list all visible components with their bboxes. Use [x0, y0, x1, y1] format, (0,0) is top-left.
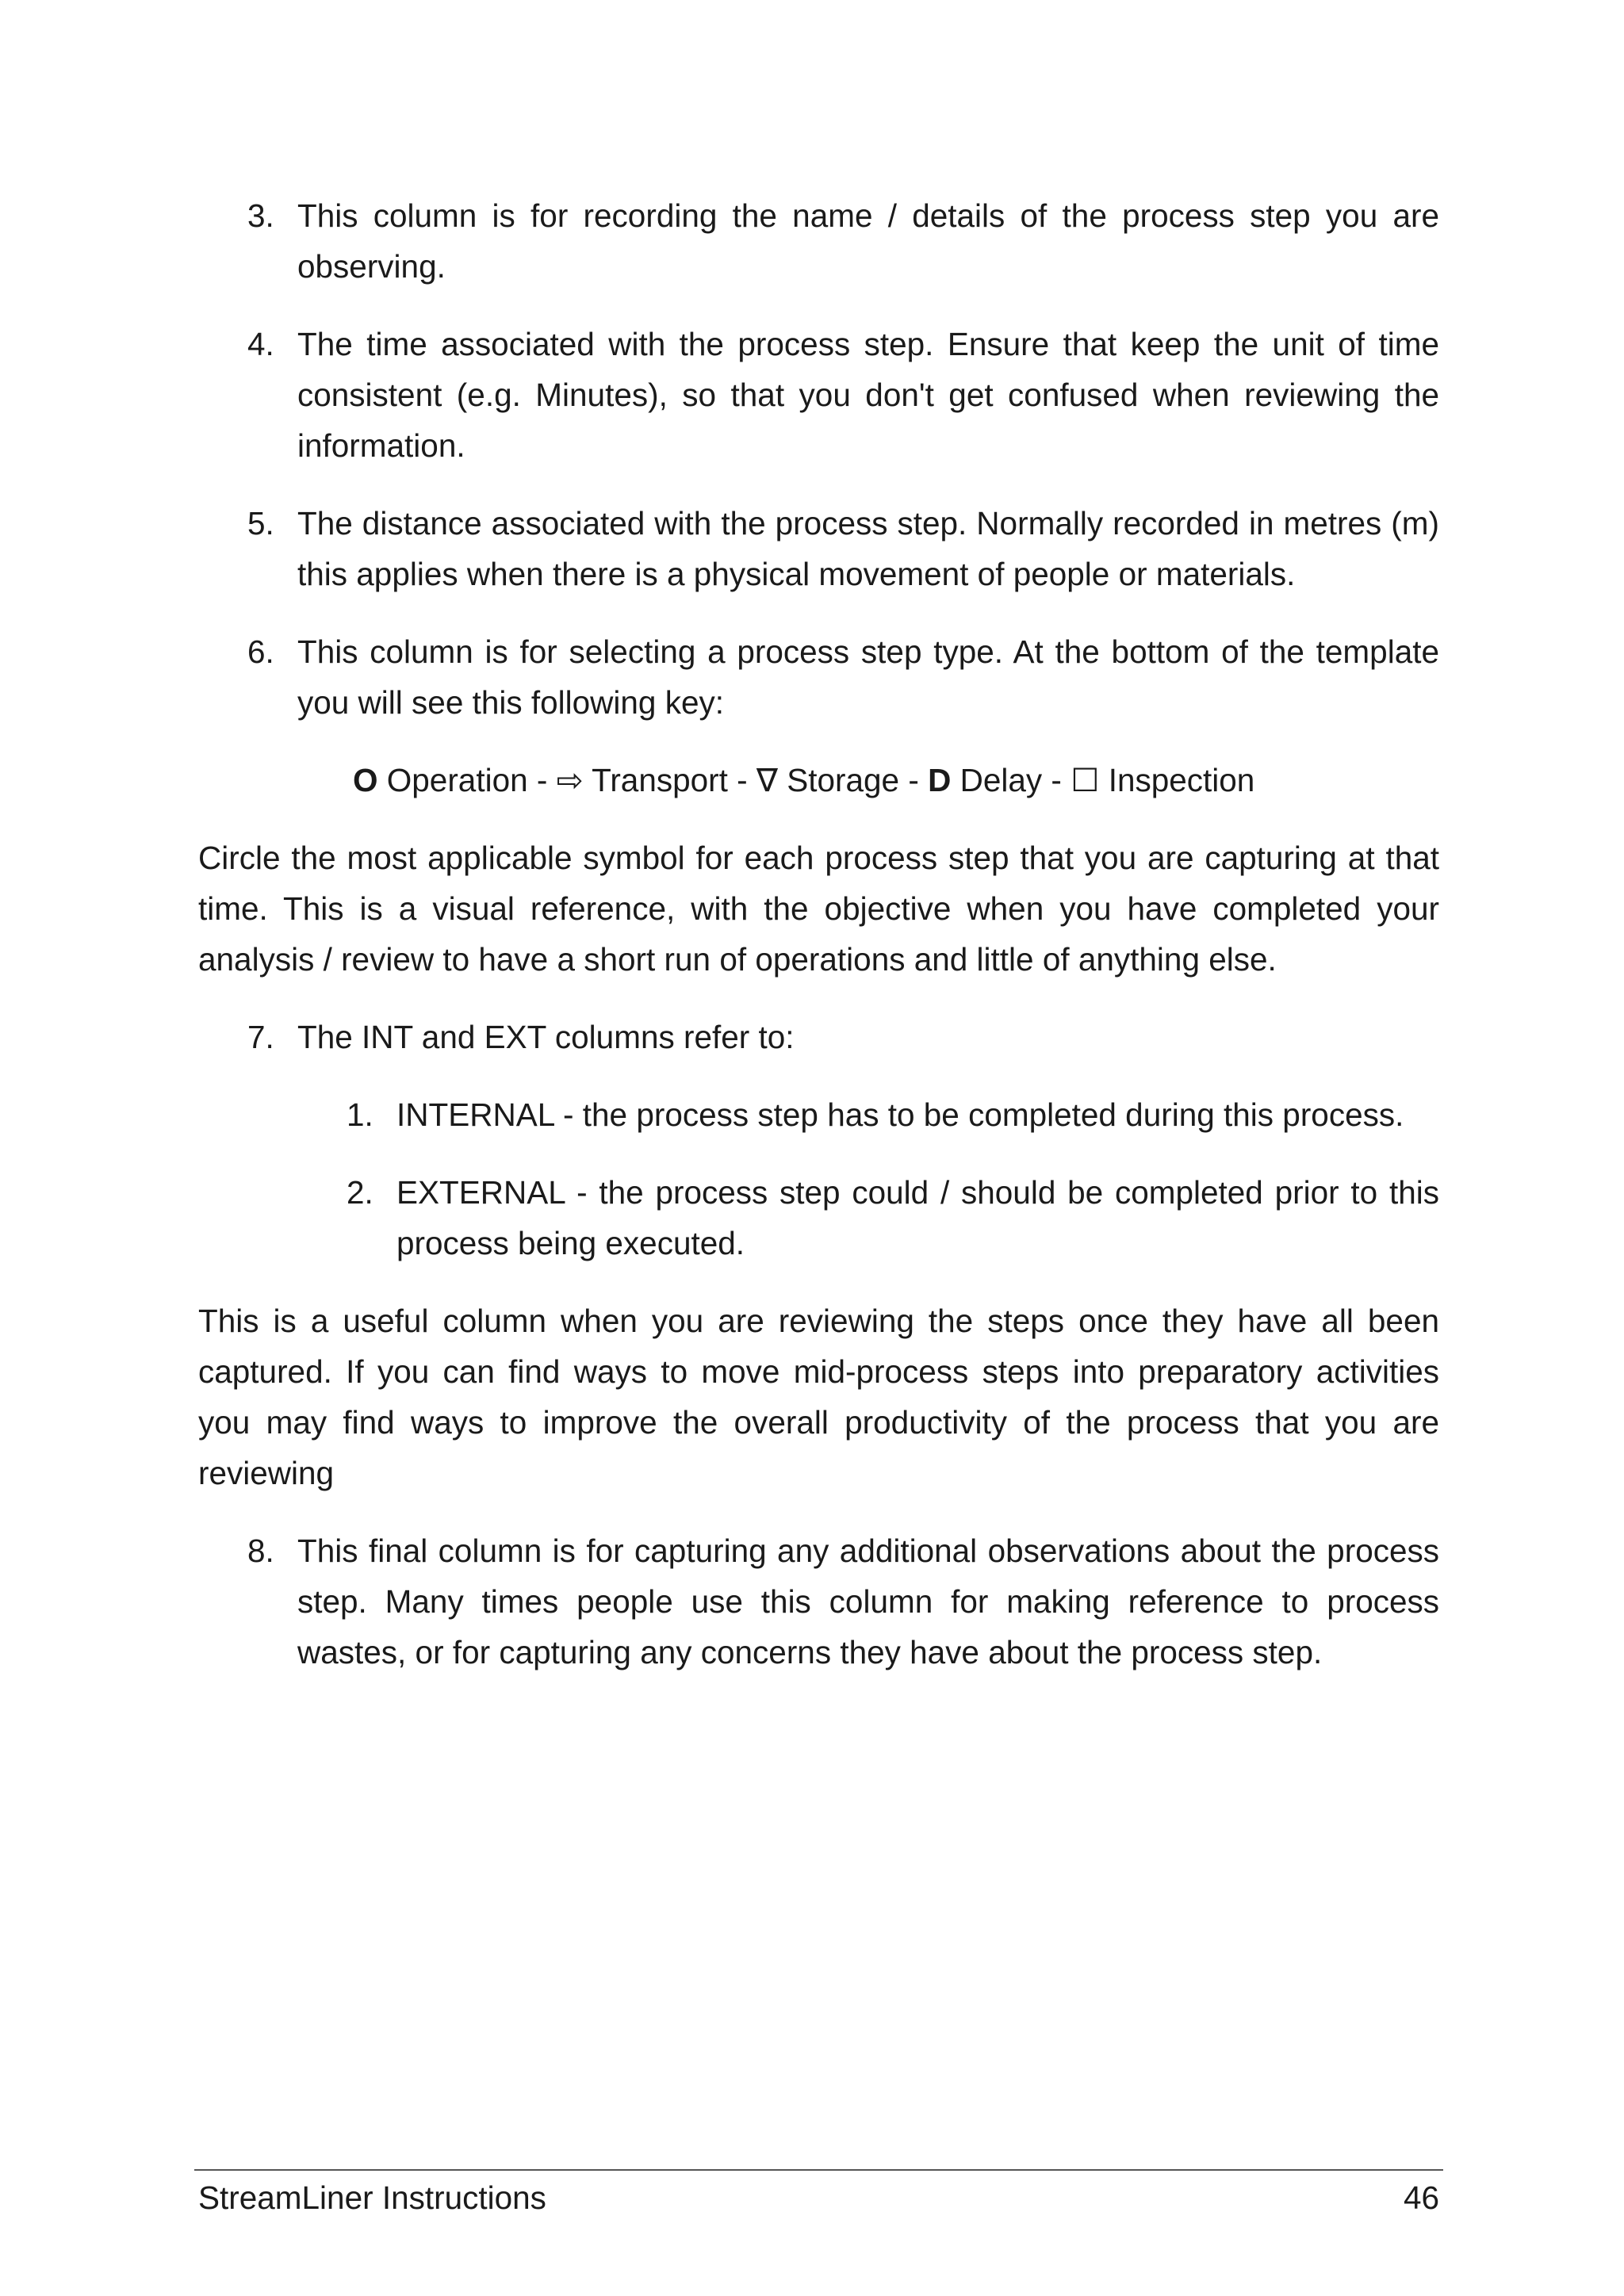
- transport-label: Transport -: [583, 762, 756, 798]
- operation-symbol: O: [353, 762, 378, 798]
- list-text: The distance associated with the process step. Normally recorded in metres (m) this applies when there is a physical movement of people or materials.: [297, 505, 1439, 592]
- list-number: 4.: [247, 326, 274, 362]
- paragraph: This is a useful column when you are reviewing the steps once they have all been captured. If you can find ways to move mid-process steps into preparatory activities you may find ways to improve the overall productivity of the process that you are reviewing: [198, 1303, 1439, 1491]
- sub-list-text: INTERNAL - the process step has to be completed during this process.: [396, 1096, 1404, 1133]
- paragraph: Circle the most applicable symbol for each process step that you are capturing at that time. This is a visual reference, with the objective when you have completed your analysis / review to have a short run of operations and little of anything else.: [198, 840, 1439, 978]
- list-text: This final column is for capturing any additional observations about the process step. Many times people use this column for making reference to process wastes, or for capturing any concerns they have about the process step.: [297, 1533, 1439, 1670]
- sub-list-number: 1.: [347, 1096, 373, 1133]
- inspection-label: Inspection: [1099, 762, 1255, 798]
- list-item: [198, 319, 1439, 471]
- list-number: 6.: [247, 633, 274, 670]
- list-number: 7.: [247, 1019, 274, 1055]
- list-number: 8.: [247, 1533, 274, 1569]
- delay-label: Delay -: [951, 762, 1071, 798]
- page-number: 46: [1403, 2179, 1439, 2216]
- operation-label: Operation -: [377, 762, 557, 798]
- list-text: This column is for selecting a process step type. At the bottom of the template you will see this following key:: [297, 633, 1439, 721]
- symbol-key: [198, 755, 1439, 806]
- sub-list-item: [198, 1089, 1439, 1140]
- list-text: The INT and EXT columns refer to:: [297, 1019, 795, 1055]
- list-item: [198, 190, 1439, 292]
- sub-list-text: EXTERNAL - the process step could / should be completed prior to this process being executed.: [396, 1174, 1439, 1261]
- storage-label: Storage -: [777, 762, 929, 798]
- list-text: This column is for recording the name / details of the process step you are observing.: [297, 197, 1439, 285]
- inspection-box-icon: ☐: [1071, 762, 1100, 798]
- list-text: The time associated with the process step. Ensure that keep the unit of time consistent (e.g. Minutes), so that you don't get confused when reviewing the information.: [297, 326, 1439, 464]
- list-number: 3.: [247, 197, 274, 234]
- list-item: [198, 1012, 1439, 1062]
- sub-list-item: [198, 1167, 1439, 1269]
- list-item: [198, 626, 1439, 728]
- list-number: 5.: [247, 505, 274, 541]
- footer-title: StreamLiner Instructions: [198, 2179, 546, 2216]
- document-body: [198, 190, 1439, 1705]
- storage-triangle-icon: ∇: [756, 762, 778, 798]
- transport-arrow-icon: ⇨: [556, 762, 584, 798]
- list-item: [198, 1525, 1439, 1678]
- sub-list-number: 2.: [347, 1174, 373, 1211]
- list-item: [198, 498, 1439, 599]
- footer-divider: [194, 2169, 1443, 2171]
- delay-symbol: D: [928, 762, 952, 798]
